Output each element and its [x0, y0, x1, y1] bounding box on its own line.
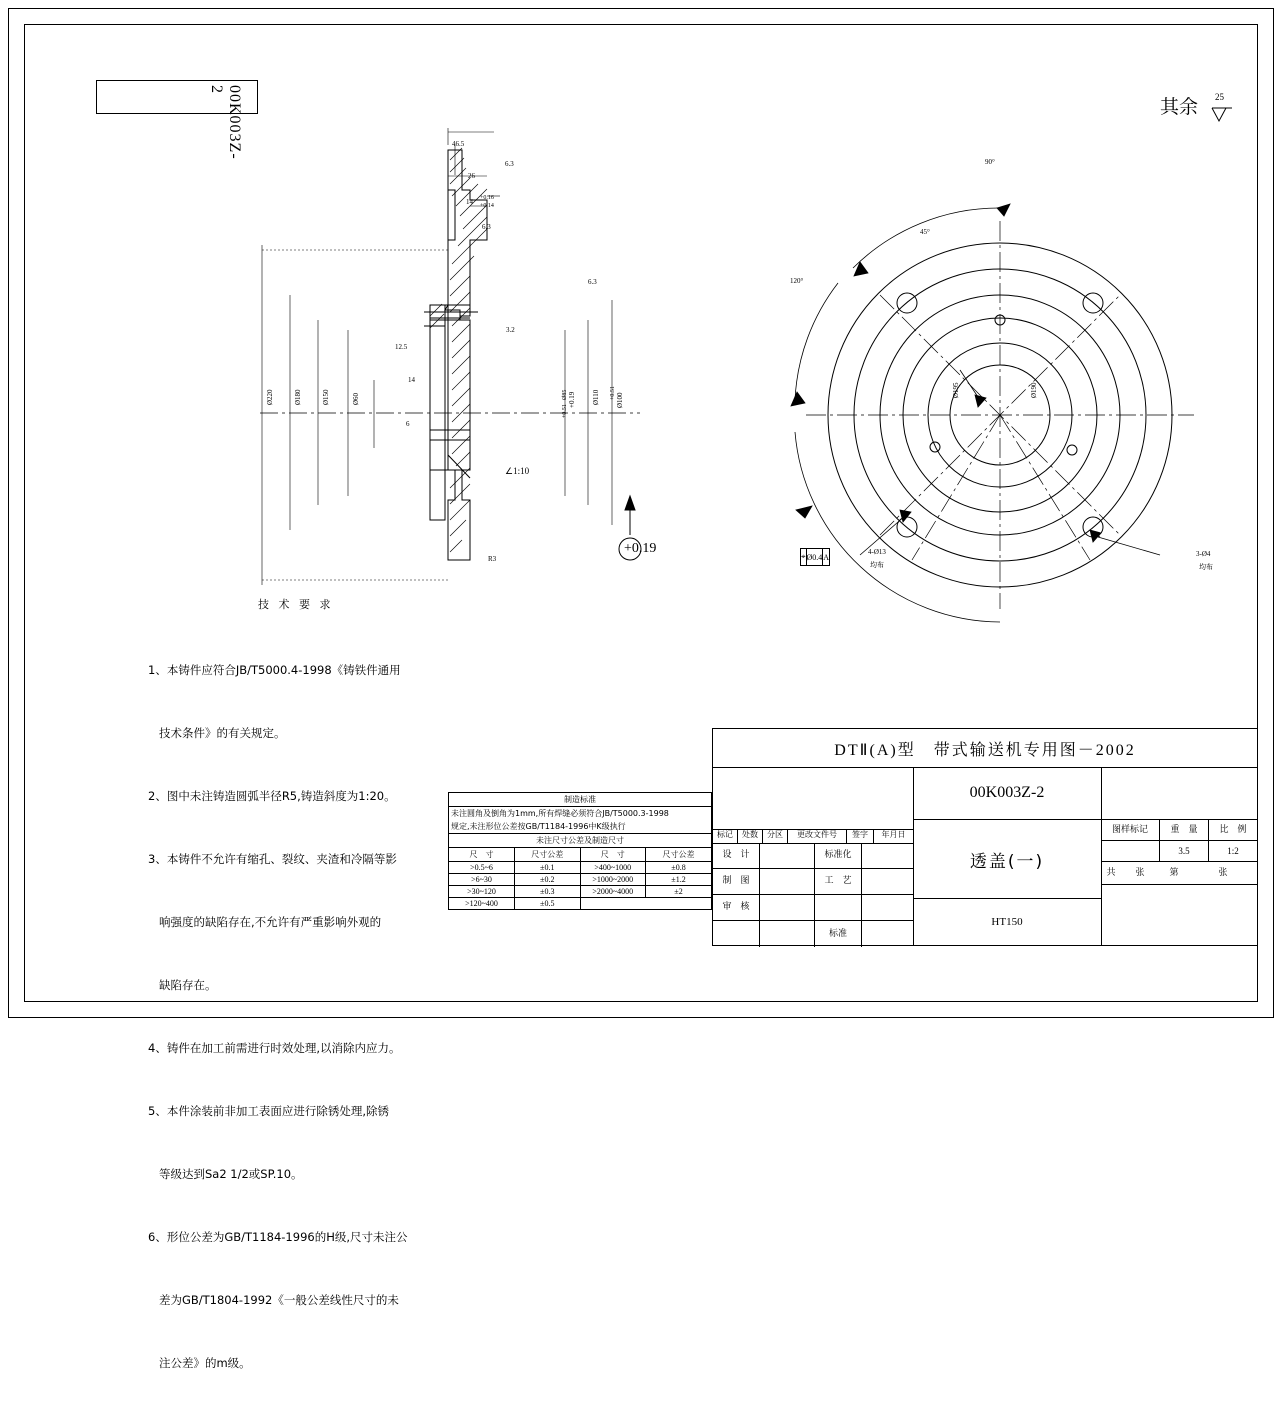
- role-label-2: 标准化: [815, 843, 862, 868]
- role-rows: [713, 843, 913, 945]
- revision-header-row: [713, 829, 913, 844]
- revision-block: [713, 767, 914, 945]
- table-row: [449, 898, 711, 910]
- dim-14: 14: [408, 376, 415, 384]
- dim-46-5: 46.5: [452, 140, 465, 148]
- role-row: [713, 895, 913, 921]
- tech-req-item: 6、形位公差为GB/T1184-1996的H级,尺寸未注公: [148, 1230, 408, 1244]
- tech-req-item: 4、铸件在加工前需进行时效处理,以消除内应力。: [148, 1041, 401, 1055]
- table-row: [449, 874, 711, 886]
- dim-r3: R3: [488, 555, 497, 563]
- rev-col-count: 处数: [738, 829, 763, 843]
- dim-phi220: Ø220: [266, 389, 274, 405]
- role-label: [713, 921, 760, 947]
- tech-req-item: 2、图中未注铸造圆弧半径R5,铸造斜度为1:20。: [148, 789, 396, 803]
- tech-req-item: 缺陷存在。: [148, 978, 217, 992]
- angle-90-label: 90°: [985, 158, 995, 166]
- prop-header-scale: 比 例: [1219, 825, 1247, 835]
- prop-value-mark: [1101, 841, 1160, 861]
- td-tol-2: [646, 898, 712, 910]
- td-size-1: >120~400: [449, 898, 515, 910]
- role-row: [713, 843, 913, 869]
- dim-phi110: Ø110: [592, 389, 600, 405]
- td-tol-1: ±0.2: [515, 874, 581, 886]
- th-size-2: 尺 寸: [580, 848, 646, 862]
- role-row: [713, 869, 913, 895]
- role-label-2: 标准: [815, 921, 862, 947]
- rev-col-date: 年月日: [881, 830, 906, 839]
- sheet-total-unit: 张: [1135, 868, 1145, 878]
- prop-value-scale: 1:2: [1227, 846, 1239, 856]
- dim-taper: ∠1:10: [505, 466, 530, 476]
- th-size-1: 尺 寸: [449, 848, 515, 862]
- td-size-1: >6~30: [449, 874, 515, 886]
- role-value: [760, 843, 815, 868]
- angle-45-label: 45°: [920, 228, 930, 236]
- td-tol-1: ±0.5: [515, 898, 581, 910]
- dim-14-tol: 14: [466, 198, 473, 206]
- standard-table: [448, 792, 712, 910]
- rev-col-zone: 分区: [763, 829, 788, 843]
- standard-table-title: 制造标准: [449, 793, 711, 807]
- rev-col-sign: 签字: [847, 829, 874, 843]
- role-label-2: [815, 895, 862, 920]
- td-size-1: >30~120: [449, 886, 515, 898]
- dim-phi85: +0.19: [568, 391, 576, 408]
- tech-req-list: [148, 618, 478, 1416]
- gdt-tolerance: Ø0.4: [806, 549, 823, 566]
- front-dim-190: Ø190: [1030, 382, 1038, 398]
- role-value-2: [862, 921, 913, 947]
- sheet-total-label: 共: [1106, 868, 1116, 878]
- th-tol-1: 尺寸公差: [515, 848, 581, 862]
- standard-table-line-1: 未注圆角及倒角为1mm,所有焊缝必须符合JB/T5000.3-1998: [451, 809, 669, 818]
- sheet-count-row: [1101, 862, 1257, 885]
- role-value: [760, 869, 815, 894]
- role-label: 制 图: [713, 869, 760, 894]
- part-name: 透盖(一): [913, 820, 1101, 899]
- callout-4-d13: 4-Ø13: [868, 548, 886, 556]
- role-value-2: [862, 869, 913, 894]
- tech-req-item: 注公差》的m级。: [148, 1356, 251, 1370]
- dim-phi85-upper: Ø85: [562, 389, 568, 400]
- tech-req-item: 等级达到Sa2 1/2或SP.10。: [148, 1167, 303, 1181]
- td-tol-1: ±0.1: [515, 862, 581, 874]
- dim-phi180: Ø180: [294, 389, 302, 405]
- surface-note-value: 25: [1215, 92, 1224, 102]
- dim-phi85-lower: +0.51: [562, 404, 568, 418]
- gdt-datum: A: [823, 549, 830, 566]
- prop-header-weight: 重 量: [1160, 820, 1209, 840]
- role-value-2: [862, 895, 913, 920]
- dim-phi100: Ø100: [616, 392, 624, 408]
- title-block-header: DTⅡ(A)型 带式输送机专用图－2002: [713, 729, 1257, 768]
- tech-req-item: 差为GB/T1804-1992《一般公差线性尺寸的未: [148, 1293, 399, 1307]
- property-value-row: [1101, 841, 1257, 862]
- dim-26: 26: [468, 172, 475, 180]
- tech-req-item: 3、本铸件不允许有缩孔、裂纹、夹渣和冷隔等影: [148, 852, 397, 866]
- td-tol-2: ±1.2: [646, 874, 712, 886]
- td-tol-2: ±0.8: [646, 862, 712, 874]
- td-tol-2: ±2: [646, 886, 712, 898]
- tech-req-item: 1、本铸件应符合JB/T5000.4-1998《铸铁件通用: [148, 663, 401, 677]
- roughness-12-5: 12.5: [395, 343, 408, 351]
- property-header-row: [1101, 820, 1257, 841]
- roughness-6-3-c: 6.3: [588, 278, 597, 286]
- dim-6: 6: [406, 420, 410, 428]
- role-row: [713, 921, 913, 947]
- property-block: [1101, 767, 1257, 945]
- role-label: 设 计: [713, 843, 760, 868]
- prop-header-mark: 图样标记: [1101, 820, 1160, 840]
- sheet-index-unit: 张: [1218, 868, 1228, 878]
- td-tol-1: ±0.3: [515, 886, 581, 898]
- td-size-2: >1000~2000: [580, 874, 646, 886]
- material-label: HT150: [991, 916, 1023, 928]
- standard-table-line-2: 规定,未注形位公差按GB/T1184-1996中K级执行: [449, 820, 711, 834]
- td-size-2: [580, 898, 646, 910]
- role-value-2: [862, 843, 913, 868]
- tech-req-item: 5、本件涂装前非加工表面应进行除锈处理,除锈: [148, 1104, 389, 1118]
- dim-phi100-upper: +0.51: [610, 386, 616, 400]
- rev-col-docno: 更改文件号: [788, 829, 847, 843]
- tolerance-table-header: [449, 848, 711, 862]
- role-label-2: 工 艺: [815, 869, 862, 894]
- roughness-6-3-b: 6.3: [482, 223, 491, 231]
- table-row: [449, 862, 711, 874]
- callout-4-d13-dist: 均布: [870, 561, 884, 569]
- th-tol-2: 尺寸公差: [646, 848, 712, 862]
- dim-14-tol-upper: +0.16: [480, 195, 494, 201]
- role-value: [760, 921, 815, 947]
- tech-req-item: 技术条件》的有关规定。: [148, 726, 286, 740]
- drawing-number: 00K003Z-2: [913, 767, 1101, 820]
- role-label: 审 核: [713, 895, 760, 920]
- td-size-1: >0.5~6: [449, 862, 515, 874]
- dim-phi60: Ø60: [352, 392, 360, 405]
- drawing-code-text: 00K003Z-2: [208, 85, 243, 160]
- role-value: [760, 895, 815, 920]
- standard-table-subtitle: 未注尺寸公差及制造尺寸: [449, 834, 711, 848]
- table-row: [449, 886, 711, 898]
- tolerance-table: [449, 848, 711, 909]
- title-block: [712, 728, 1258, 946]
- prop-value-weight: 3.5: [1160, 841, 1209, 861]
- name-block: [913, 767, 1102, 945]
- surface-note-label: 其余: [1160, 96, 1199, 118]
- roughness-3-2: 3.2: [506, 326, 515, 334]
- callout-3-d4-dist: 均布: [1199, 563, 1213, 571]
- dim-14-tol-lower: +0.14: [480, 203, 494, 209]
- roughness-6-3-a: 6.3: [505, 160, 514, 168]
- td-size-2: >400~1000: [580, 862, 646, 874]
- front-dim-195: Ø195: [952, 382, 960, 398]
- sheet-index-label: 第: [1169, 868, 1179, 878]
- angle-120-label: 120°: [790, 277, 804, 285]
- tech-req-item: 响强度的缺陷存在,不允许有严重影响外观的: [148, 915, 382, 929]
- gdt-symbol: ⌖: [801, 549, 807, 566]
- section-letter-a: +0.19: [624, 541, 657, 556]
- tech-req-title: 技 术 要 求: [258, 598, 334, 611]
- rev-col-mark: 标记: [713, 829, 738, 843]
- dim-phi150: Ø150: [322, 389, 330, 405]
- callout-3-d4: 3-Ø4: [1196, 550, 1211, 558]
- td-size-2: >2000~4000: [580, 886, 646, 898]
